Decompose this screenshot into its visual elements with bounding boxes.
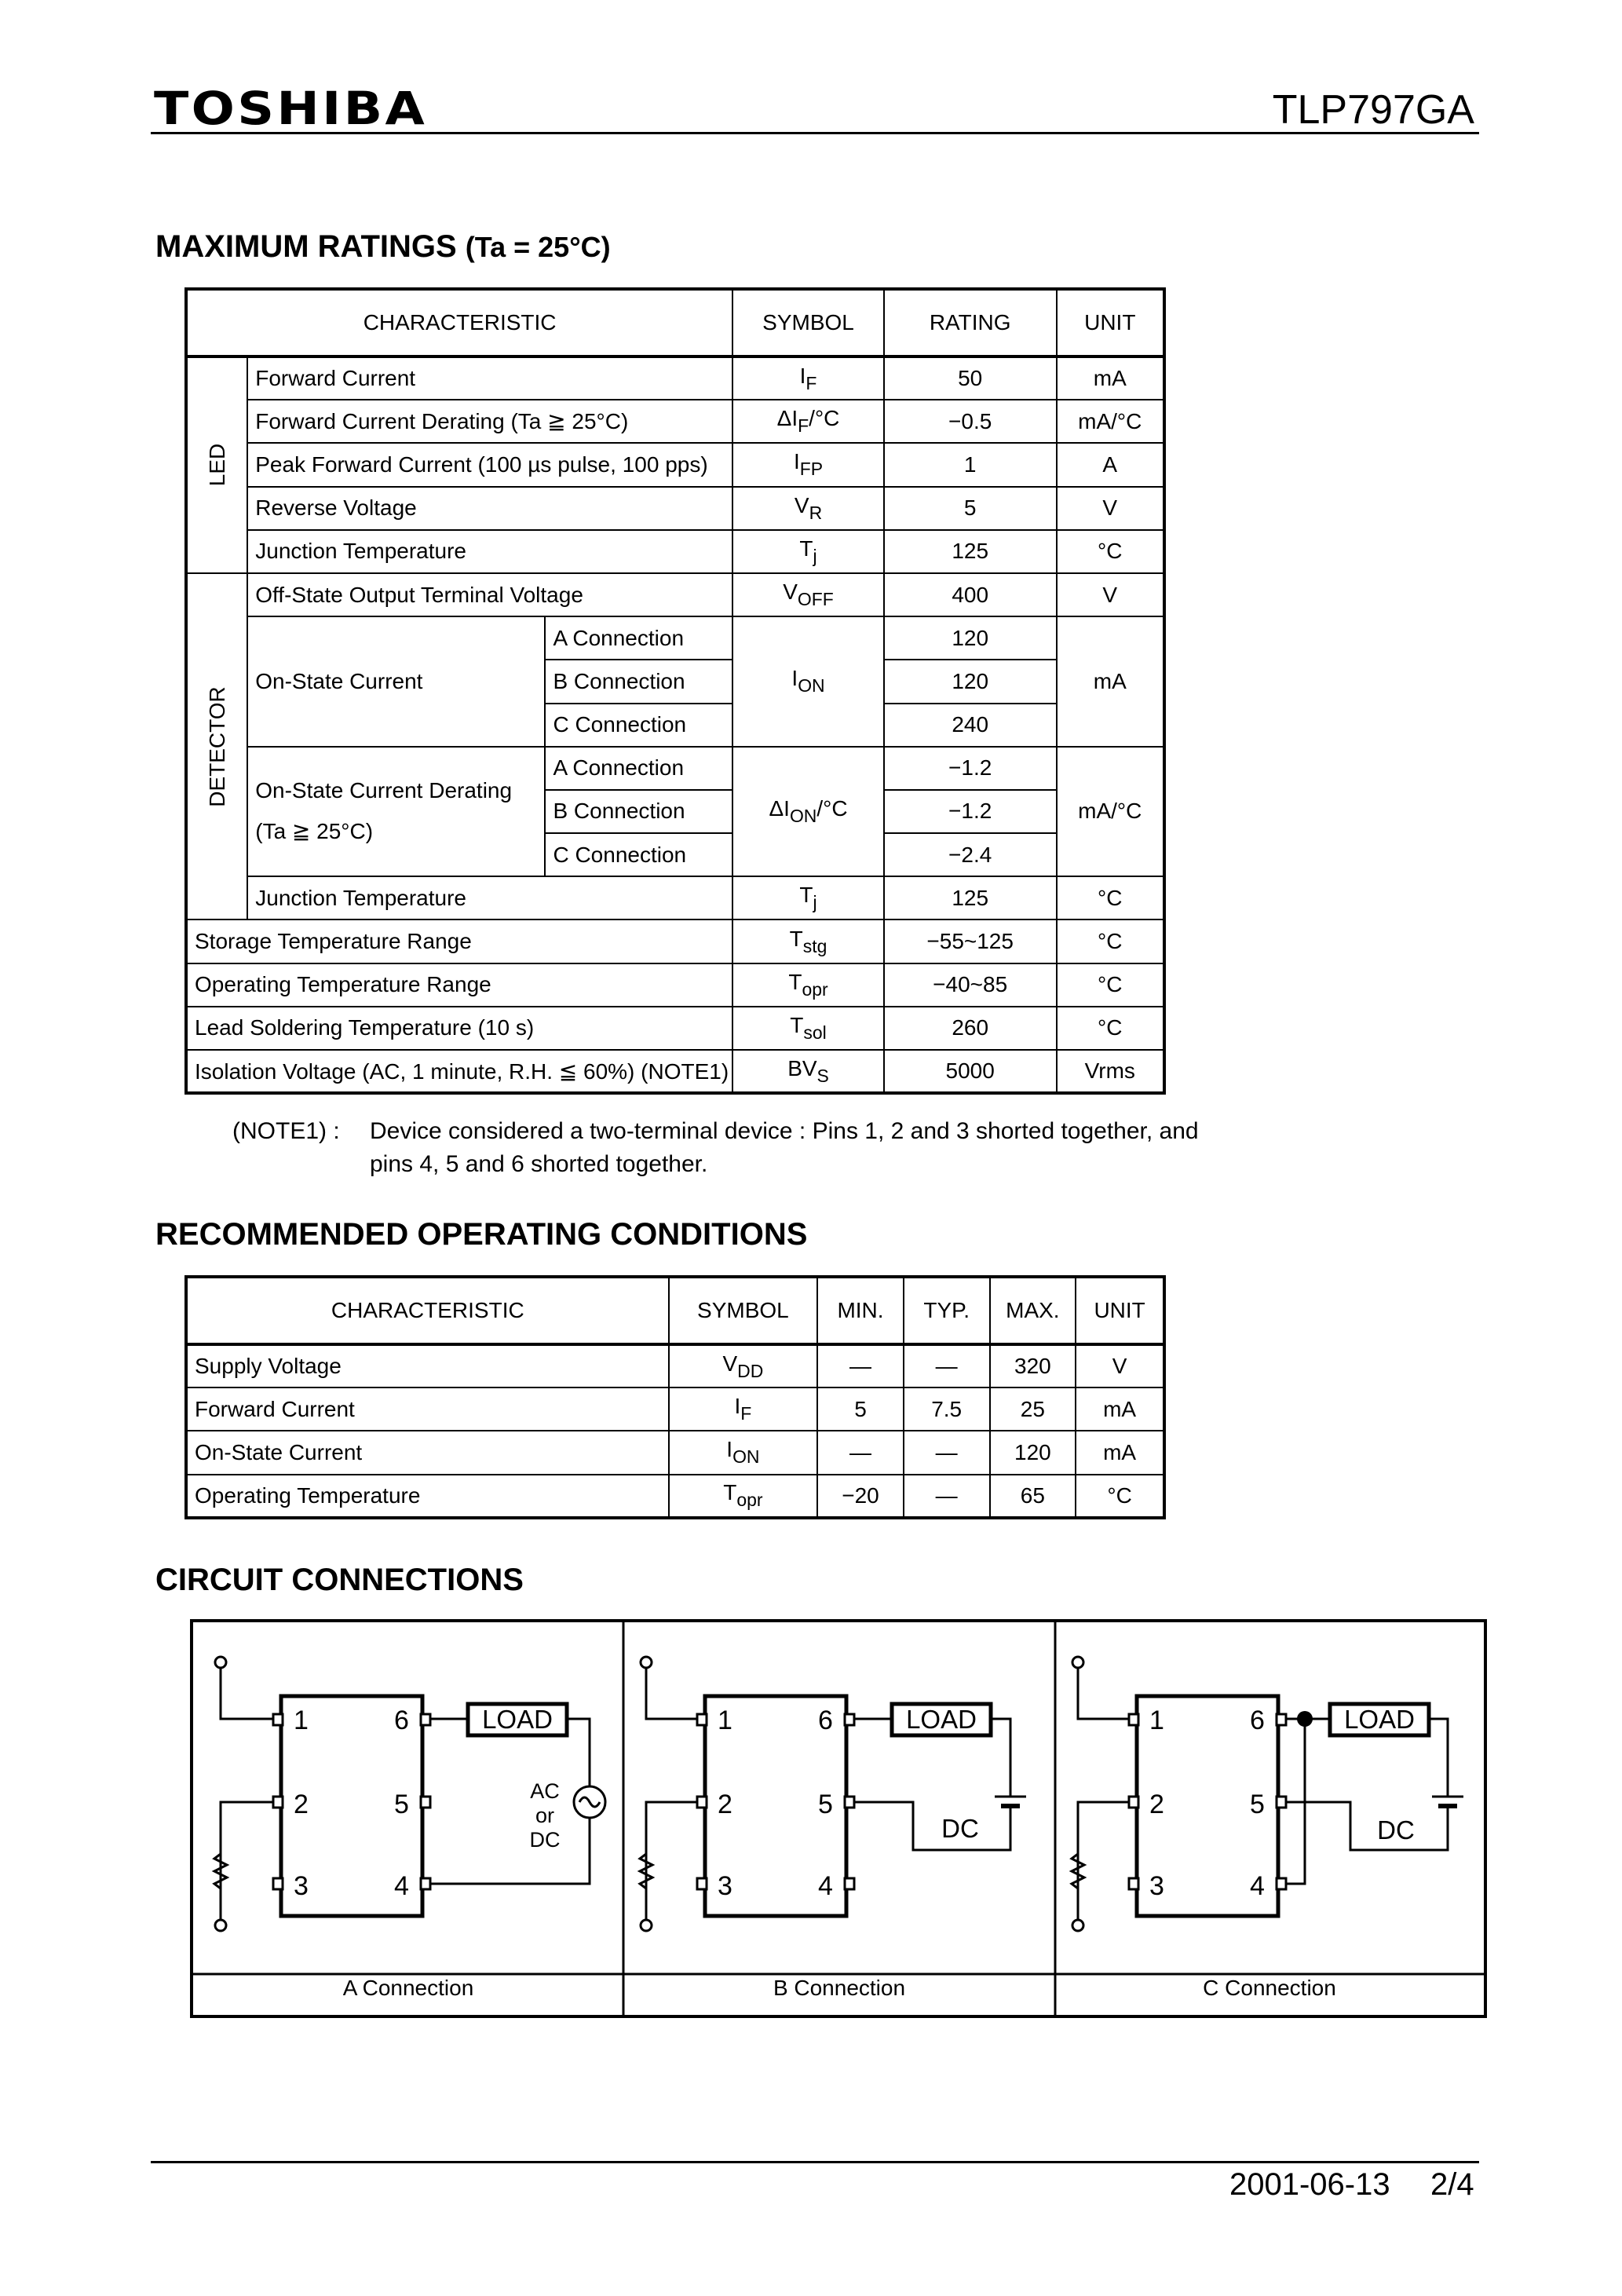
col-symbol: SYMBOL [669, 1277, 818, 1344]
table-row [186, 876, 1164, 919]
row-rating: −1.2 [884, 747, 1057, 790]
row-label: On-State Current Derating (Ta ≧ 25°C) [247, 747, 545, 877]
connection-label: C Connection [545, 704, 732, 747]
table-header-row [186, 1277, 1164, 1344]
note1-label: (NOTE1) : [232, 1118, 340, 1144]
load-label: LOAD [906, 1705, 977, 1734]
row-unit: °C [1057, 876, 1164, 919]
connection-label: C Connection [545, 833, 732, 876]
row-label: Isolation Voltage (AC, 1 minute, R.H. ≦ 60%) (NOTE1) [186, 1050, 732, 1093]
pin-label: 1 [294, 1706, 309, 1735]
row-rating: 1 [884, 443, 1057, 486]
row-min: −20 [817, 1475, 904, 1518]
toshiba-logo: TOSHIBA [154, 82, 428, 135]
source-label: or [535, 1804, 555, 1827]
row-label: Operating Temperature [186, 1475, 669, 1518]
row-symbol: $V_{OFF}$ [732, 573, 884, 616]
pin-label: 1 [1149, 1706, 1164, 1735]
table-row [186, 487, 1164, 530]
note1-text [370, 1115, 1312, 1181]
row-rating: 125 [884, 876, 1057, 919]
max-ratings-title [155, 229, 611, 265]
row-max: 25 [990, 1387, 1076, 1431]
load-label: LOAD [1344, 1705, 1415, 1734]
row-rating: 120 [884, 616, 1057, 660]
row-symbol: $V_{DD}$ [669, 1344, 818, 1387]
connection-label: A Connection [545, 616, 732, 660]
row-rating: 5 [884, 487, 1057, 530]
footer-date: 2001-06-13 [1229, 2167, 1390, 2202]
table-row [186, 400, 1164, 443]
terminal-icon [1072, 1920, 1083, 1931]
row-label: Storage Temperature Range [186, 919, 732, 963]
circuit-b [640, 1657, 1026, 1931]
col-typ: TYP. [904, 1277, 990, 1344]
pin-label: 5 [394, 1790, 409, 1819]
row-min: — [817, 1344, 904, 1387]
pin-label: 5 [818, 1790, 833, 1819]
row-symbol: $I_{ON}$ [669, 1431, 818, 1474]
row-label: Forward Current [247, 356, 732, 400]
row-rating: 50 [884, 356, 1057, 400]
pin-label: 2 [718, 1790, 732, 1819]
row-unit: V [1076, 1344, 1164, 1387]
table-row [186, 1387, 1164, 1431]
col-min: MIN. [817, 1277, 904, 1344]
row-rating: −0.5 [884, 400, 1057, 443]
pin-label: 6 [818, 1706, 833, 1735]
dc-label: DC [941, 1814, 979, 1843]
load-label: LOAD [482, 1705, 553, 1734]
caption-a-connection: A Connection [342, 1976, 474, 2000]
footer-page-number: 2/4 [1430, 2167, 1474, 2202]
table-header-row [186, 289, 1164, 356]
row-rating: 260 [884, 1007, 1057, 1050]
table-row [186, 356, 1164, 400]
group-led-label: LED [204, 444, 229, 487]
rec-conditions-title: RECOMMENDED OPERATING CONDITIONS [155, 1217, 808, 1252]
row-symbol: $T_{stg}$ [732, 919, 884, 963]
connection-label: B Connection [545, 790, 732, 833]
row-symbol: $T_{opr}$ [669, 1475, 818, 1518]
row-label: On-State Current [186, 1431, 669, 1474]
row-symbol: $\Delta I_F/^\circ C$ [732, 400, 884, 443]
row-rating: 240 [884, 704, 1057, 747]
caption-c-connection: C Connection [1203, 1976, 1336, 2000]
row-label: Peak Forward Current (100 µs pulse, 100 pps) [247, 443, 732, 486]
row-rating: 125 [884, 530, 1057, 573]
col-unit: UNIT [1076, 1277, 1164, 1344]
pin-label: 4 [1250, 1871, 1265, 1901]
note1-line1: Device considered a two-terminal device : Pins 1, 2 and 3 shorted together, and [370, 1118, 1199, 1144]
table-row [186, 1344, 1164, 1387]
row-unit: mA/°C [1057, 400, 1164, 443]
terminal-icon [215, 1657, 226, 1668]
row-symbol: $I_F$ [669, 1387, 818, 1431]
row-symbol: $T_j$ [732, 876, 884, 919]
pin-label: 5 [1250, 1790, 1265, 1819]
circuit-title: CIRCUIT CONNECTIONS [155, 1563, 524, 1597]
table-row [186, 1050, 1164, 1093]
table-row [186, 963, 1164, 1007]
row-unit: °C [1057, 530, 1164, 573]
table-row [186, 747, 1164, 790]
row-label: Supply Voltage [186, 1344, 669, 1387]
row-typ: 7.5 [904, 1387, 990, 1431]
pin-label: 6 [394, 1706, 409, 1735]
row-rating: −40~85 [884, 963, 1057, 1007]
table-row [186, 919, 1164, 963]
col-characteristic: CHARACTERISTIC [186, 289, 732, 356]
max-ratings-heading: MAXIMUM RATINGS [155, 229, 457, 264]
group-detector-label: DETECTOR [204, 686, 229, 807]
pin-label: 4 [394, 1871, 409, 1901]
row-symbol: $I_{FP}$ [732, 443, 884, 486]
row-symbol: $BV_S$ [732, 1050, 884, 1093]
pin-label: 2 [294, 1790, 309, 1819]
pin-label: 3 [294, 1871, 309, 1901]
terminal-icon [641, 1657, 652, 1668]
row-unit: A [1057, 443, 1164, 486]
row-unit: mA [1057, 356, 1164, 400]
row-symbol: $I_{ON}$ [732, 616, 884, 747]
row-symbol: $T_j$ [732, 530, 884, 573]
pin-label: 3 [718, 1871, 732, 1901]
row-label: Forward Current Derating (Ta ≧ 25°C) [247, 400, 732, 443]
table-row [186, 443, 1164, 486]
col-rating: RATING [884, 289, 1057, 356]
max-ratings-condition: (Ta = 25°C) [465, 231, 611, 263]
maximum-ratings-table [184, 287, 1166, 1095]
pin-label: 6 [1250, 1706, 1265, 1735]
row-label: Off-State Output Terminal Voltage [247, 573, 732, 616]
row-typ: — [904, 1431, 990, 1474]
header-rule [151, 132, 1479, 134]
pin-label: 4 [818, 1871, 833, 1901]
pin-label: 2 [1149, 1790, 1164, 1819]
row-label: Operating Temperature Range [186, 963, 732, 1007]
recommended-conditions-table [184, 1275, 1166, 1519]
table-row [186, 1475, 1164, 1518]
row-unit: °C [1057, 1007, 1164, 1050]
circuit-diagrams-svg [193, 1622, 1484, 2015]
circuit-a [214, 1657, 605, 1931]
connection-label: A Connection [545, 747, 732, 790]
row-unit: V [1057, 487, 1164, 530]
part-number: TLP797GA [1272, 87, 1474, 133]
source-label: AC [530, 1779, 560, 1803]
terminal-icon [1072, 1657, 1083, 1668]
table-row [186, 530, 1164, 573]
row-unit: V [1057, 573, 1164, 616]
row-label: On-State Current [247, 616, 545, 747]
row-max: 65 [990, 1475, 1076, 1518]
pin-label: 3 [1149, 1871, 1164, 1901]
table-row [186, 1007, 1164, 1050]
col-characteristic: CHARACTERISTIC [186, 1277, 669, 1344]
row-unit: °C [1057, 963, 1164, 1007]
row-max: 120 [990, 1431, 1076, 1474]
row-typ: — [904, 1475, 990, 1518]
terminal-icon [641, 1920, 652, 1931]
caption-b-connection: B Connection [773, 1976, 906, 2000]
row-label: Lead Soldering Temperature (10 s) [186, 1007, 732, 1050]
col-unit: UNIT [1057, 289, 1164, 356]
circuit-connections-diagram [190, 1619, 1487, 2018]
row-rating: −1.2 [884, 790, 1057, 833]
row-label: Junction Temperature [247, 876, 732, 919]
battery-icon [1432, 1797, 1463, 1806]
row-unit: mA/°C [1057, 747, 1164, 877]
row-label: Forward Current [186, 1387, 669, 1431]
row-rating: 400 [884, 573, 1057, 616]
row-unit: mA [1076, 1431, 1164, 1474]
row-typ: — [904, 1344, 990, 1387]
circuit-c [1072, 1657, 1463, 1931]
row-rating: 5000 [884, 1050, 1057, 1093]
row-unit: °C [1057, 919, 1164, 963]
row-unit: °C [1076, 1475, 1164, 1518]
row-label: Junction Temperature [247, 530, 732, 573]
row-symbol: $V_R$ [732, 487, 884, 530]
table-row [186, 616, 1164, 660]
source-label: DC [529, 1828, 561, 1852]
row-max: 320 [990, 1344, 1076, 1387]
row-unit: mA [1076, 1387, 1164, 1431]
row-unit: Vrms [1057, 1050, 1164, 1093]
pin-label: 1 [718, 1706, 732, 1735]
table-row [186, 1431, 1164, 1474]
note1-line2: pins 4, 5 and 6 shorted together. [370, 1151, 708, 1177]
row-label: Reverse Voltage [247, 487, 732, 530]
row-rating: −2.4 [884, 833, 1057, 876]
table-row [186, 573, 1164, 616]
col-symbol: SYMBOL [732, 289, 884, 356]
row-rating: 120 [884, 660, 1057, 703]
row-symbol: $\Delta I_{ON}/^\circ C$ [732, 747, 884, 877]
row-min: 5 [817, 1387, 904, 1431]
dc-label: DC [1377, 1815, 1415, 1844]
group-detector [186, 573, 247, 920]
row-min: — [817, 1431, 904, 1474]
group-led [186, 356, 247, 573]
row-symbol: $I_F$ [732, 356, 884, 400]
row-symbol: $T_{sol}$ [732, 1007, 884, 1050]
row-symbol: $T_{opr}$ [732, 963, 884, 1007]
row-rating: −55~125 [884, 919, 1057, 963]
connection-label: B Connection [545, 660, 732, 703]
battery-icon [995, 1797, 1026, 1806]
footer-rule [151, 2161, 1479, 2163]
terminal-icon [215, 1920, 226, 1931]
row-unit: mA [1057, 616, 1164, 747]
col-max: MAX. [990, 1277, 1076, 1344]
